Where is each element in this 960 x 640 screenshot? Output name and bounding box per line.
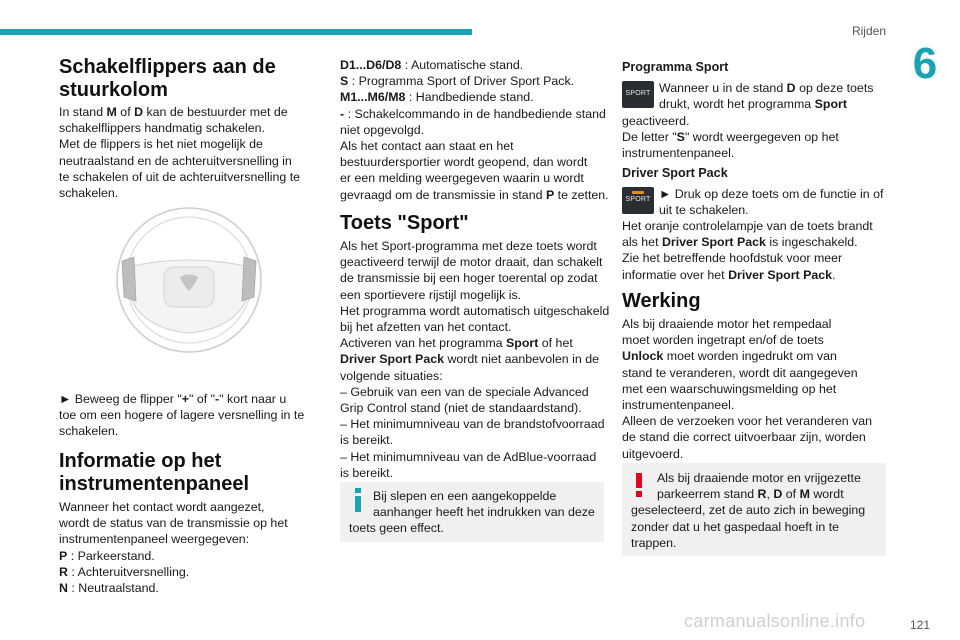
text: trappen. <box>631 535 677 550</box>
text-line <box>622 332 890 348</box>
text: ► Druk op deze toets om de functie in of <box>659 187 884 201</box>
text: is ingeschakeld. <box>765 235 858 250</box>
text-line <box>59 120 309 136</box>
text: moet worden ingetrapt en/of de toets <box>622 333 824 348</box>
bold-text: P <box>545 187 555 202</box>
bold-text: N <box>59 581 68 596</box>
text-line <box>622 348 890 364</box>
text: op deze toets <box>795 81 874 95</box>
text: te schakelen of uit de achteruitversnelling te <box>59 169 301 184</box>
warning-note <box>622 463 886 556</box>
text-line <box>622 365 890 381</box>
text: . <box>832 267 836 282</box>
top-accent-bar <box>0 29 472 35</box>
text-line <box>340 384 608 400</box>
paragraph-paddles <box>59 104 309 201</box>
text: wordt niet aanbevolen in de <box>444 352 599 367</box>
bold-text: - <box>340 106 345 121</box>
text-line <box>349 488 599 504</box>
text: of <box>116 105 135 119</box>
text: geactiveerd. <box>622 114 690 128</box>
text: zonder dat u het gaspedaal hoeft in te <box>631 519 840 534</box>
text: toe om een hogere of lagere versnelling in te <box>59 408 305 423</box>
text: te zetten. <box>554 187 609 202</box>
text-line <box>340 351 608 367</box>
text-line <box>349 520 599 536</box>
text: aanhanger heeft het indrukken van deze <box>373 505 595 520</box>
bold-text: Driver Sport Pack <box>661 235 766 250</box>
text: " wordt weergegeven op het <box>684 130 839 145</box>
text-line <box>59 423 309 439</box>
paragraph-info <box>59 499 309 596</box>
text-line <box>340 106 608 122</box>
heading-programma-sport: Programma Sport <box>622 60 729 74</box>
text: instrumentenpaneel weergegeven: <box>59 532 250 547</box>
text-line <box>59 548 309 564</box>
text: In stand <box>59 105 107 119</box>
text-line <box>622 250 890 266</box>
text-line <box>659 96 891 112</box>
text-line <box>340 238 608 254</box>
text-line <box>622 113 890 129</box>
bold-text: + <box>181 392 189 406</box>
bold-text: Driver Sport Pack <box>340 352 444 367</box>
bold-text: Unlock <box>622 349 664 364</box>
text-line <box>622 234 890 250</box>
text-line <box>659 202 891 218</box>
text: instrumentenpaneel. <box>622 398 735 413</box>
text-line <box>622 413 890 429</box>
text: gevraagd om de transmissie in stand <box>340 187 546 202</box>
text: Wanneer u in de stand <box>659 81 787 95</box>
text-line <box>59 531 309 547</box>
text: : Automatische stand. <box>401 58 524 72</box>
text: schakelflippers handmatig schakelen. <box>59 121 265 136</box>
text: informatie over het <box>622 267 729 282</box>
bold-text: Driver Sport Pack <box>728 267 833 282</box>
text-line <box>622 446 890 462</box>
text: kan de bestuurder met de <box>143 105 288 119</box>
running-head: Rijden <box>851 24 886 38</box>
text: instrumentenpaneel. <box>622 146 735 161</box>
text: de transmissie bij een hoger toerental op zodat <box>340 271 598 286</box>
heading-werking: Werking <box>622 290 701 312</box>
text: een sportievere rijstijl mogelijk is. <box>340 287 522 302</box>
text-line <box>340 449 608 465</box>
text: schakelen. <box>59 186 119 201</box>
text-line <box>340 303 608 319</box>
chapter-number: 6 <box>912 39 938 88</box>
text: de stand die correct uitvoerbaar zijn, worden <box>622 430 866 445</box>
text: geselecteerd, zet de auto zich in beweging <box>631 503 866 518</box>
driver-sport-pack-button-icon <box>622 187 654 214</box>
text: wordt <box>809 487 844 502</box>
text-line <box>340 335 608 351</box>
text: schakelen. <box>59 424 119 439</box>
text: : Programma Sport of Driver Sport Pack. <box>348 74 575 89</box>
text: uit te schakelen. <box>659 203 749 218</box>
text: moet worden ingedrukt om van <box>663 349 837 364</box>
text-line <box>59 564 309 580</box>
paragraph-prog-2 <box>622 113 890 162</box>
text: Als bij draaiende motor en vrijgezette <box>657 471 861 485</box>
text: : Handbediende stand. <box>405 90 534 105</box>
text-line <box>622 218 890 234</box>
text: bestuurdersportier wordt geopend, dan wordt <box>340 155 588 170</box>
text: – Het minimumniveau van de brandstofvoorraad <box>340 417 605 432</box>
text: geactiveerd terwijl de motor draait, dan schakelt <box>340 255 603 270</box>
text-line <box>340 368 608 384</box>
text-line <box>659 80 891 96</box>
text-line <box>349 504 599 520</box>
paragraph-flipper <box>59 391 309 440</box>
bold-text: M <box>799 487 810 502</box>
text: niet opgevolgd. <box>340 122 425 137</box>
text: wordt de status van de transmissie op het <box>59 516 288 531</box>
bold-text: M1...M6/M8 <box>340 90 406 105</box>
bold-text: D1...D6/D8 <box>340 58 402 72</box>
text-line <box>622 381 890 397</box>
text: of <box>782 487 800 502</box>
text: parkeerrem stand <box>657 487 758 502</box>
text: bij het afzetten van het contact. <box>340 320 512 335</box>
text-line <box>340 57 608 73</box>
text-line <box>340 122 608 138</box>
text: er een melding weergegeven waarin u wordt <box>340 171 584 186</box>
text-line <box>631 502 881 518</box>
text-line <box>340 254 608 270</box>
paragraph-dsp-1 <box>659 186 891 218</box>
text: : Neutraalstand. <box>67 581 159 596</box>
text: Als het Sport-programma met deze toets wordt <box>340 239 597 253</box>
paragraph-werking <box>622 316 890 462</box>
text-line <box>59 104 309 120</box>
text: De letter " <box>622 130 677 145</box>
text: of het <box>538 336 573 351</box>
text-line <box>622 129 890 145</box>
text-line <box>340 187 608 203</box>
text-line <box>340 319 608 335</box>
bold-text: R <box>59 564 68 579</box>
heading-driver-sport-pack: Driver Sport Pack <box>622 166 728 180</box>
text-line <box>340 432 608 448</box>
text-line <box>59 185 309 201</box>
text-line <box>340 73 608 89</box>
text-line <box>340 465 608 481</box>
text: stand te veranderen, wordt dit aangegeven <box>622 365 858 380</box>
text-line <box>622 429 890 445</box>
text: Alleen de verzoeken voor het veranderen van <box>622 414 873 429</box>
bold-text: M <box>106 105 117 119</box>
text: volgende situaties: <box>340 368 443 383</box>
text-line <box>340 416 608 432</box>
text: : Parkeerstand. <box>67 548 155 563</box>
text-line <box>631 535 881 551</box>
text: toets geen effect. <box>349 521 444 536</box>
text: – Het minimumniveau van de AdBlue-voorraad <box>340 449 597 464</box>
bold-text: Sport <box>505 336 539 351</box>
bold-text: S <box>676 130 685 145</box>
info-note-text <box>349 488 599 537</box>
text: Activeren van het programma <box>340 336 506 351</box>
sport-button-label: SPORT <box>625 89 651 97</box>
text-line <box>659 186 891 202</box>
text-line <box>622 397 890 413</box>
heading-sport-button: Toets "Sport" <box>340 212 469 234</box>
text-line <box>631 470 881 486</box>
text: Het oranje controlelampje van de toets brandt <box>622 219 873 233</box>
text-line <box>631 486 881 502</box>
text: met een waarschuwingsmelding op het <box>622 381 837 396</box>
sport-button-icon <box>622 81 654 108</box>
text: als het <box>622 235 662 250</box>
text: ► Beweeg de flipper " <box>59 392 182 406</box>
text: drukt, wordt het programma <box>659 97 815 112</box>
text: is bereikt. <box>340 433 394 448</box>
text-line <box>622 316 890 332</box>
text-line <box>59 169 309 185</box>
text: uitgevoerd. <box>622 446 684 461</box>
text: Met de flippers is het niet mogelijk de <box>59 137 263 152</box>
text-line <box>59 153 309 169</box>
text-line <box>59 580 309 596</box>
text-line <box>59 515 309 531</box>
text-line <box>59 499 309 515</box>
text: Zie het betreffende hoofdstuk voor meer <box>622 251 843 266</box>
bold-text: D <box>773 487 783 502</box>
text-line <box>59 407 309 423</box>
text: Bij slepen en een aangekoppelde <box>373 489 557 503</box>
heading-info: Informatie op het instrumentenpaneel <box>59 450 250 495</box>
text: neutraalstand en de achteruitversnelling in <box>59 153 292 168</box>
heading-paddles: Schakelflippers aan de stuurkolom <box>59 56 276 101</box>
text: " of " <box>189 392 216 406</box>
text-line <box>622 267 890 283</box>
bold-text: D <box>786 81 796 95</box>
text: , <box>766 487 774 502</box>
paragraph-dsp-2 <box>622 218 890 283</box>
text: Wanneer het contact wordt aangezet, <box>59 500 265 514</box>
info-note <box>340 482 604 542</box>
text-line <box>340 400 608 416</box>
bold-text: Sport <box>814 97 847 112</box>
text: Als het contact aan staat en het <box>340 139 514 154</box>
bold-text: S <box>340 74 349 89</box>
text: Grip Control stand (niet de standaardstand). <box>340 401 582 416</box>
text: : Achteruitversnelling. <box>67 564 190 579</box>
paragraph-prog-1 <box>659 80 891 112</box>
text: Het programma wordt automatisch uitgeschakeld <box>340 303 610 318</box>
bold-text: D <box>134 105 144 119</box>
page-number: 121 <box>910 618 931 632</box>
text-line <box>59 391 309 407</box>
text-line <box>340 89 608 105</box>
bold-text: P <box>59 548 68 563</box>
warning-note-text <box>631 470 881 551</box>
text-line <box>59 136 309 152</box>
text-line <box>622 145 890 161</box>
steering-wheel-illustration <box>114 205 264 355</box>
text-line <box>340 170 608 186</box>
text-line <box>340 138 608 154</box>
paragraph-stands <box>340 57 608 203</box>
bold-text: - <box>215 392 220 406</box>
text-line <box>340 287 608 303</box>
bold-text: R <box>757 487 767 502</box>
text-line <box>631 519 881 535</box>
text: : Schakelcommando in de handbediende stand <box>344 106 606 121</box>
text: Als bij draaiende motor het rempedaal <box>622 317 832 331</box>
text: – Gebruik van een van de speciale Advanced <box>340 384 589 399</box>
text: is bereikt. <box>340 465 394 480</box>
text-line <box>340 270 608 286</box>
watermark: carmanualsonline.info <box>684 611 866 631</box>
paragraph-sport <box>340 238 608 481</box>
text: " kort naar u <box>219 392 287 406</box>
text-line <box>340 154 608 170</box>
driver-sport-pack-button-label: SPORT <box>625 195 651 203</box>
